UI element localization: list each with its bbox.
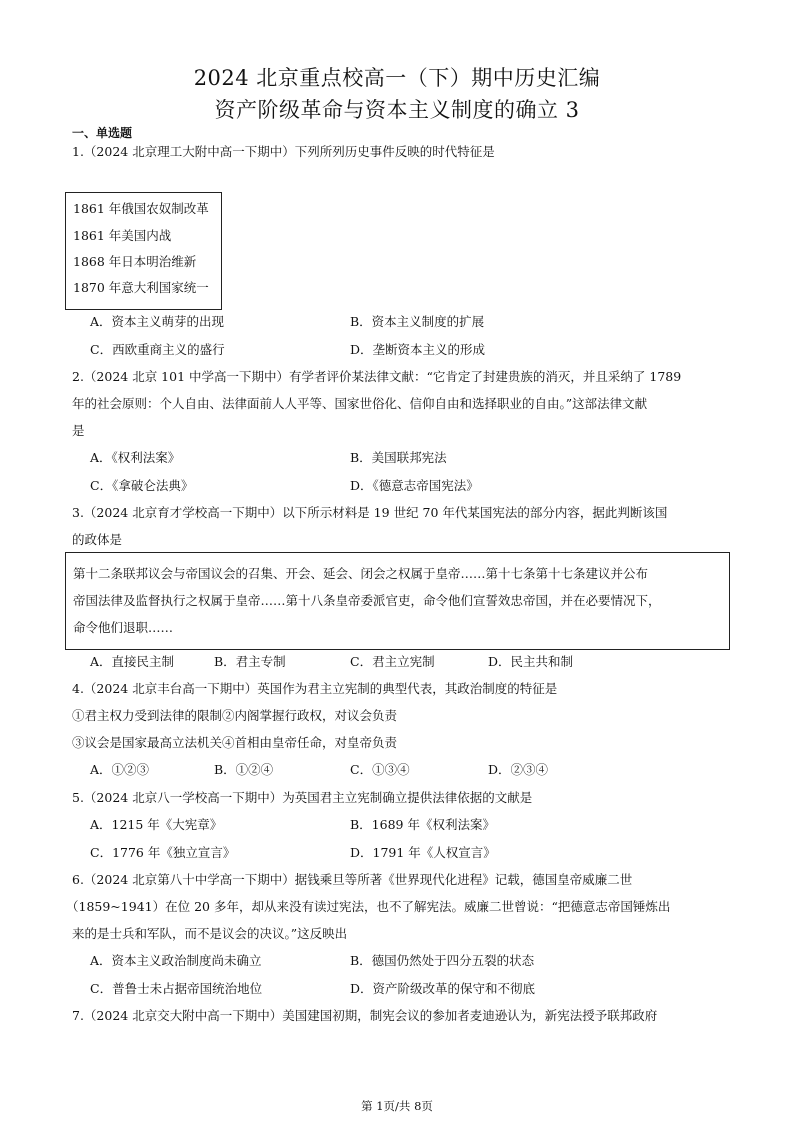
- question-2-option-b[interactable]: B．美国联邦宪法: [350, 450, 447, 465]
- question-1-material-box: [65, 192, 222, 310]
- question-3-option-d[interactable]: D．民主共和制: [488, 654, 574, 669]
- question-4-option-d[interactable]: D．②③④: [488, 762, 549, 777]
- question-2-option-a[interactable]: A．《权利法案》: [90, 450, 181, 465]
- page-footer: 第 1页/共 8页: [361, 1099, 433, 1113]
- question-5-option-b[interactable]: B．1689 年《权利法案》: [350, 817, 495, 832]
- section-heading: 一、单选题: [72, 126, 133, 140]
- question-5-stem-line: 5.（2024 北京八一学校高一下期中）为英国君主立宪制确立提供法律依据的文献是: [72, 790, 533, 805]
- question-6-option-d[interactable]: D．资产阶级改革的保守和不彻底: [350, 981, 536, 996]
- question-6-option-c[interactable]: C．普鲁士未占据帝国统治地位: [90, 981, 263, 996]
- material-line: 1861 年俄国农奴制改革: [73, 201, 209, 216]
- question-6-option-a[interactable]: A．资本主义政治制度尚未确立: [90, 953, 262, 968]
- material-line: 命令他们退职……: [73, 620, 174, 635]
- question-1-stem: 1.（2024 北京理工大附中高一下期中）下列所列历史事件反映的时代特征是: [72, 144, 495, 159]
- question-6-option-b[interactable]: B．德国仍然处于四分五裂的状态: [350, 953, 535, 968]
- question-4-stem-line: 4.（2024 北京丰台高一下期中）英国作为君主立宪制的典型代表，其政治制度的特征是: [72, 681, 558, 696]
- material-line: 第十二条联邦议会与帝国议会的召集、开会、延会、闭会之权属于皇帝……第十七条第十七条建议并公布: [73, 566, 649, 581]
- question-4-stem-line: ①君主权力受到法律的限制②内阁掌握行政权，对议会负责: [72, 708, 398, 723]
- question-3-stem-line: 的政体是: [72, 532, 123, 547]
- page-subtitle: 资产阶级革命与资本主义制度的确立 3: [214, 98, 580, 122]
- question-2-stem-line: 是: [72, 423, 85, 438]
- question-5-option-a[interactable]: A．1215 年《大宪章》: [90, 817, 223, 832]
- material-line: 1861 年美国内战: [73, 228, 172, 243]
- question-3-stem-line: 3.（2024 北京育才学校高一下期中）以下所示材料是 19 世纪 70 年代某国宪法的部分内容，据此判断该国: [72, 505, 668, 520]
- question-2-option-c[interactable]: C．《拿破仑法典》: [90, 478, 194, 493]
- material-line: 1870 年意大利国家统一: [73, 280, 209, 295]
- question-4-option-c[interactable]: C．①③④: [350, 762, 410, 777]
- question-4-option-b[interactable]: B．①②④: [214, 762, 274, 777]
- material-line: 帝国法律及监督执行之权属于皇帝……第十八条皇帝委派官吏，命令他们宣誓效忠帝国，并在必要情况下，: [73, 593, 661, 608]
- page-title: 2024 北京重点校高一（下）期中历史汇编: [193, 66, 601, 90]
- question-2-stem-line: 年的社会原则：个人自由、法律面前人人平等、国家世俗化、信仰自由和选择职业的自由。”这部法律文献: [72, 396, 648, 411]
- question-2-stem-line: 2.（2024 北京 101 中学高一下期中）有学者评价某法律文献：“它肯定了封建贵族的消灭，并且采纳了 1789: [72, 369, 682, 384]
- material-line: 1868 年日本明治维新: [73, 254, 197, 269]
- question-6-stem-line: 来的是士兵和军队，而不是议会的决议。”这反映出: [72, 926, 348, 941]
- question-4-stem-line: ③议会是国家最高立法机关④首相由皇帝任命，对皇帝负责: [72, 735, 398, 750]
- question-5-option-c[interactable]: C．1776 年《独立宣言》: [90, 845, 236, 860]
- question-1-option-d[interactable]: D．垄断资本主义的形成: [350, 342, 486, 357]
- question-3-option-c[interactable]: C．君主立宪制: [350, 654, 435, 669]
- question-5-option-d[interactable]: D．1791 年《人权宣言》: [350, 845, 496, 860]
- question-3-material-box: [65, 552, 730, 650]
- question-6-stem-line: （1859~1941）在位 20 多年，却从来没有读过宪法，也不了解宪法。威廉二世曾说：“把德意志帝国锤炼出: [66, 899, 671, 914]
- question-1-option-b[interactable]: B．资本主义制度的扩展: [350, 314, 485, 329]
- question-1-option-c[interactable]: C．西欧重商主义的盛行: [90, 342, 225, 357]
- question-3-option-b[interactable]: B．君主专制: [214, 654, 286, 669]
- question-3-option-a[interactable]: A．直接民主制: [90, 654, 175, 669]
- question-6-stem-line: 6.（2024 北京第八十中学高一下期中）据钱乘旦等所著《世界现代化进程》记载，德国皇帝威廉二世: [72, 872, 633, 887]
- question-1-option-a[interactable]: A．资本主义萌芽的出现: [90, 314, 225, 329]
- question-4-option-a[interactable]: A．①②③: [90, 762, 150, 777]
- question-2-option-d[interactable]: D．《德意志帝国宪法》: [350, 478, 479, 493]
- question-7-stem-line: 7.（2024 北京交大附中高一下期中）美国建国初期，制宪会议的参加者麦迪逊认为，新宪法授予联邦政府: [72, 1008, 658, 1023]
